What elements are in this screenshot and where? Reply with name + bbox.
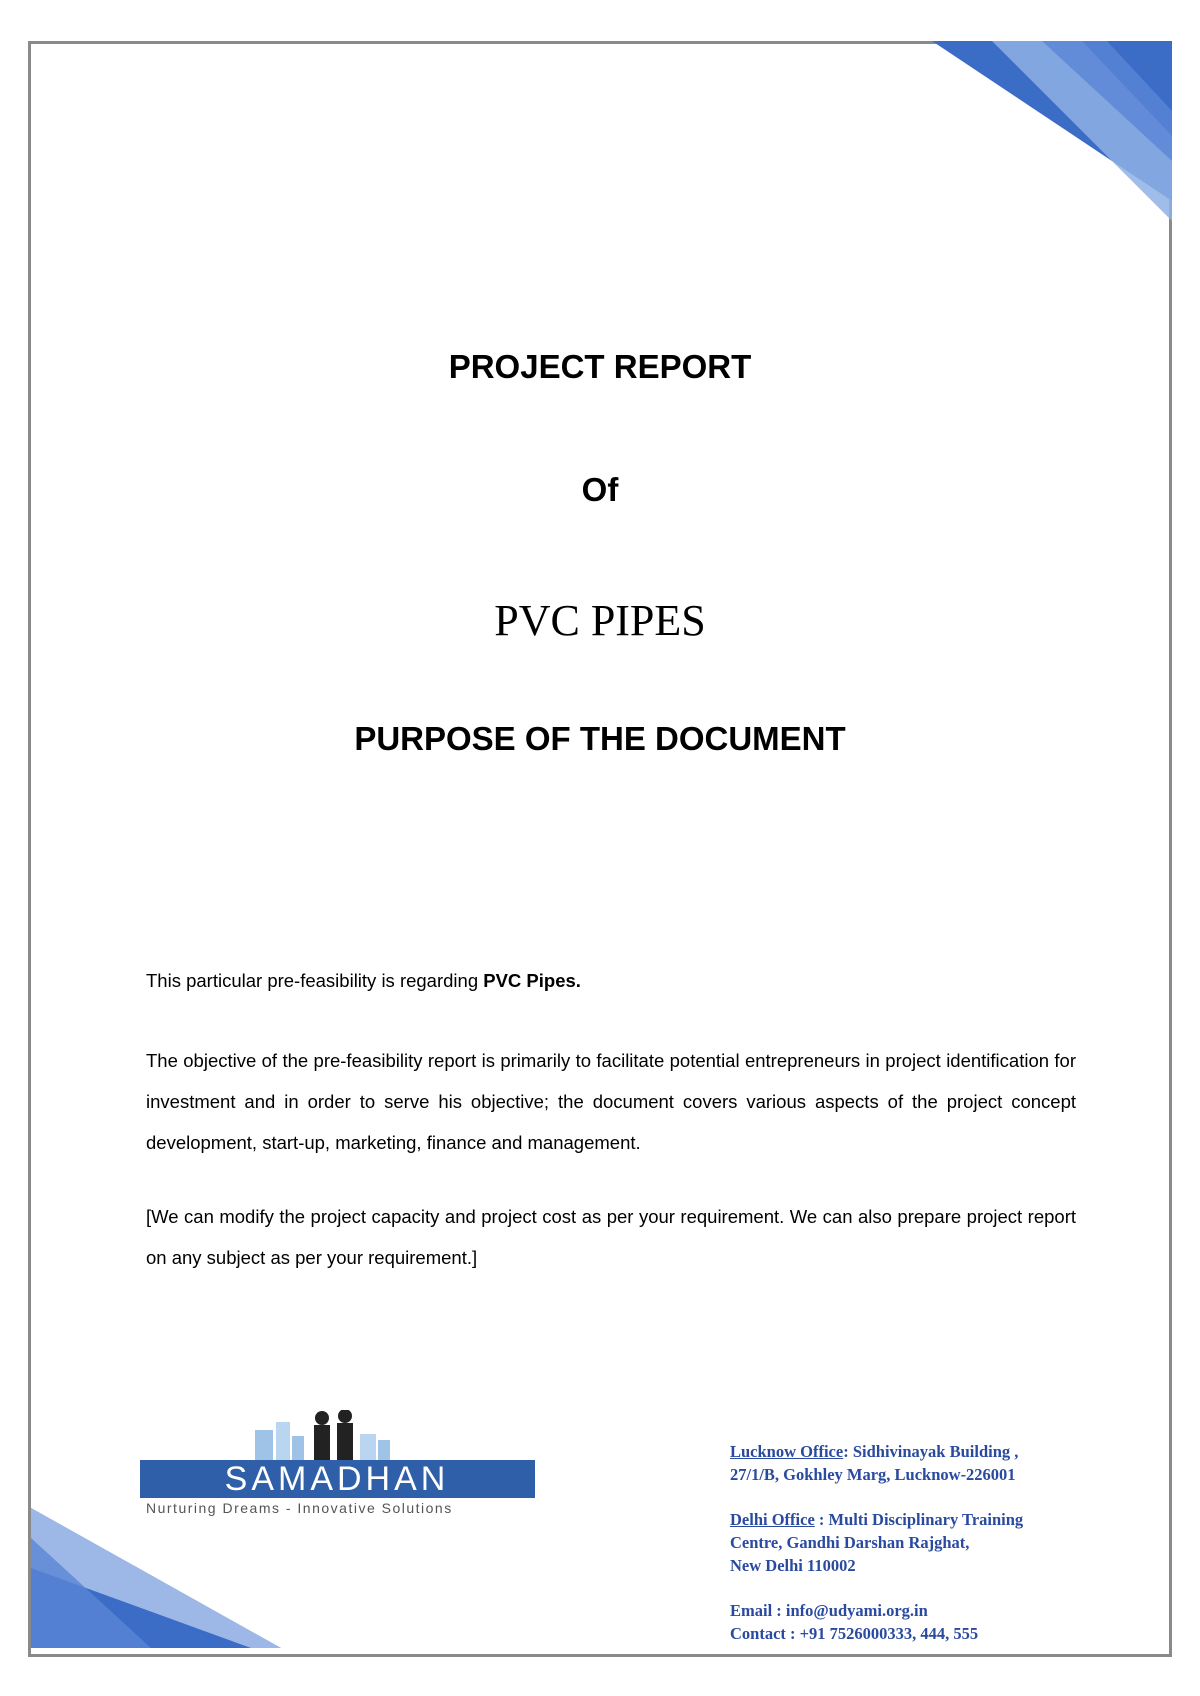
- delhi-office-label: Delhi Office: [730, 1510, 815, 1529]
- title-of: Of: [581, 471, 619, 508]
- paragraph-intro: [146, 960, 1076, 1001]
- corner-decoration-top-right: [932, 41, 1172, 221]
- paragraph-objective: The objective of the pre-feasibility report is primarily to facilitate potential entrepreneurs in project identification for investment and in order to serve his objective; the document covers various aspects of the project concept development, start-up, marketing, finance and management.: [146, 1050, 1076, 1153]
- intro-product-bold: PVC Pipes.: [483, 970, 581, 991]
- email-line[interactable]: Email : info@udyami.org.in: [730, 1601, 928, 1620]
- lucknow-office-label: Lucknow Office: [730, 1442, 844, 1461]
- intro-text: This particular pre-feasibility is regarding: [146, 970, 484, 991]
- title-project-report: PROJECT REPORT: [448, 348, 752, 385]
- lucknow-office-line1: [730, 1440, 1130, 1463]
- delhi-address-1: : Multi Disciplinary Training: [814, 1510, 1024, 1529]
- logo-tagline: Nurturing Dreams - Innovative Solutions: [146, 1500, 453, 1516]
- lucknow-address-1: : Sidhivinayak Building ,: [843, 1442, 1019, 1461]
- logo-wordmark: SAMADHAN: [224, 1460, 450, 1498]
- phone-line: Contact : +91 7526000333, 444, 555: [730, 1624, 979, 1643]
- delhi-address-2: Centre, Gandhi Darshan Rajghat,: [730, 1533, 970, 1552]
- section-heading-purpose: PURPOSE OF THE DOCUMENT: [354, 720, 846, 757]
- title-subject: PVC PIPES: [494, 596, 706, 645]
- lucknow-address-2: 27/1/B, Gokhley Marg, Lucknow-226001: [730, 1465, 1016, 1484]
- delhi-office-line1: [730, 1508, 1130, 1531]
- paragraph-customization: [We can modify the project capacity and project cost as per your requirement. We can also prepare project report on any subject as per your requirement.]: [146, 1206, 1076, 1268]
- delhi-address-3: New Delhi 110002: [730, 1556, 856, 1575]
- corner-decoration-bottom-left: [31, 1508, 281, 1648]
- contact-block: [730, 1440, 1130, 1645]
